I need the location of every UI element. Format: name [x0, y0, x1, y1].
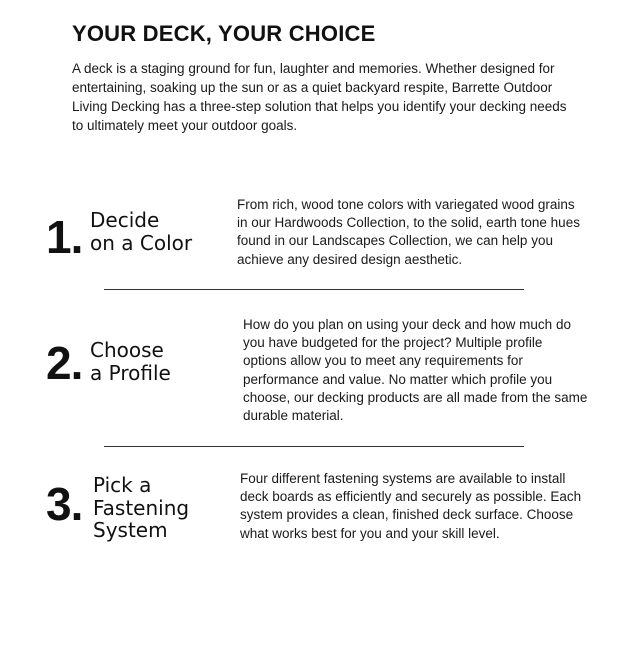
step-description: How do you plan on using your deck and how much do you have budgeted for the project? Multiple profile options allow you to meet any requirements for performance and value. No matter which profile you choose, our decking products are all made from the same durable material.: [243, 317, 588, 424]
divider: [104, 289, 524, 290]
step-title: Choose a Profile: [90, 338, 171, 385]
step-number: 1.: [46, 211, 83, 263]
intro-paragraph: A deck is a staging ground for fun, laughter and memories. Whether designed for entertaining, soaking up the sun or as a quiet backyard respite, Barrette Outdoor Living Decking has a three-step solution that helps you identify your decking needs to ultimately meet your outdoor goals.: [72, 61, 567, 133]
step-description: From rich, wood tone colors with variegated wood grains in our Hardwoods Collection, to the solid, earth tone hues found in our Landscapes Collection, we can help you achieve any desired design aesthetic.: [237, 197, 580, 267]
step-number: 3.: [46, 478, 83, 530]
step-number: 2.: [46, 337, 83, 389]
step-title: Pick a Fastening System: [93, 473, 190, 542]
step-title: Decide on a Color: [90, 208, 193, 255]
step-description: Four different fastening systems are available to install deck boards as efficiently and securely as possible. Each system provides a clean, finished deck surface. Choose what works best for you and your skill level.: [240, 471, 582, 541]
divider: [104, 446, 524, 447]
page-title: YOUR DECK, YOUR CHOICE: [72, 21, 376, 46]
